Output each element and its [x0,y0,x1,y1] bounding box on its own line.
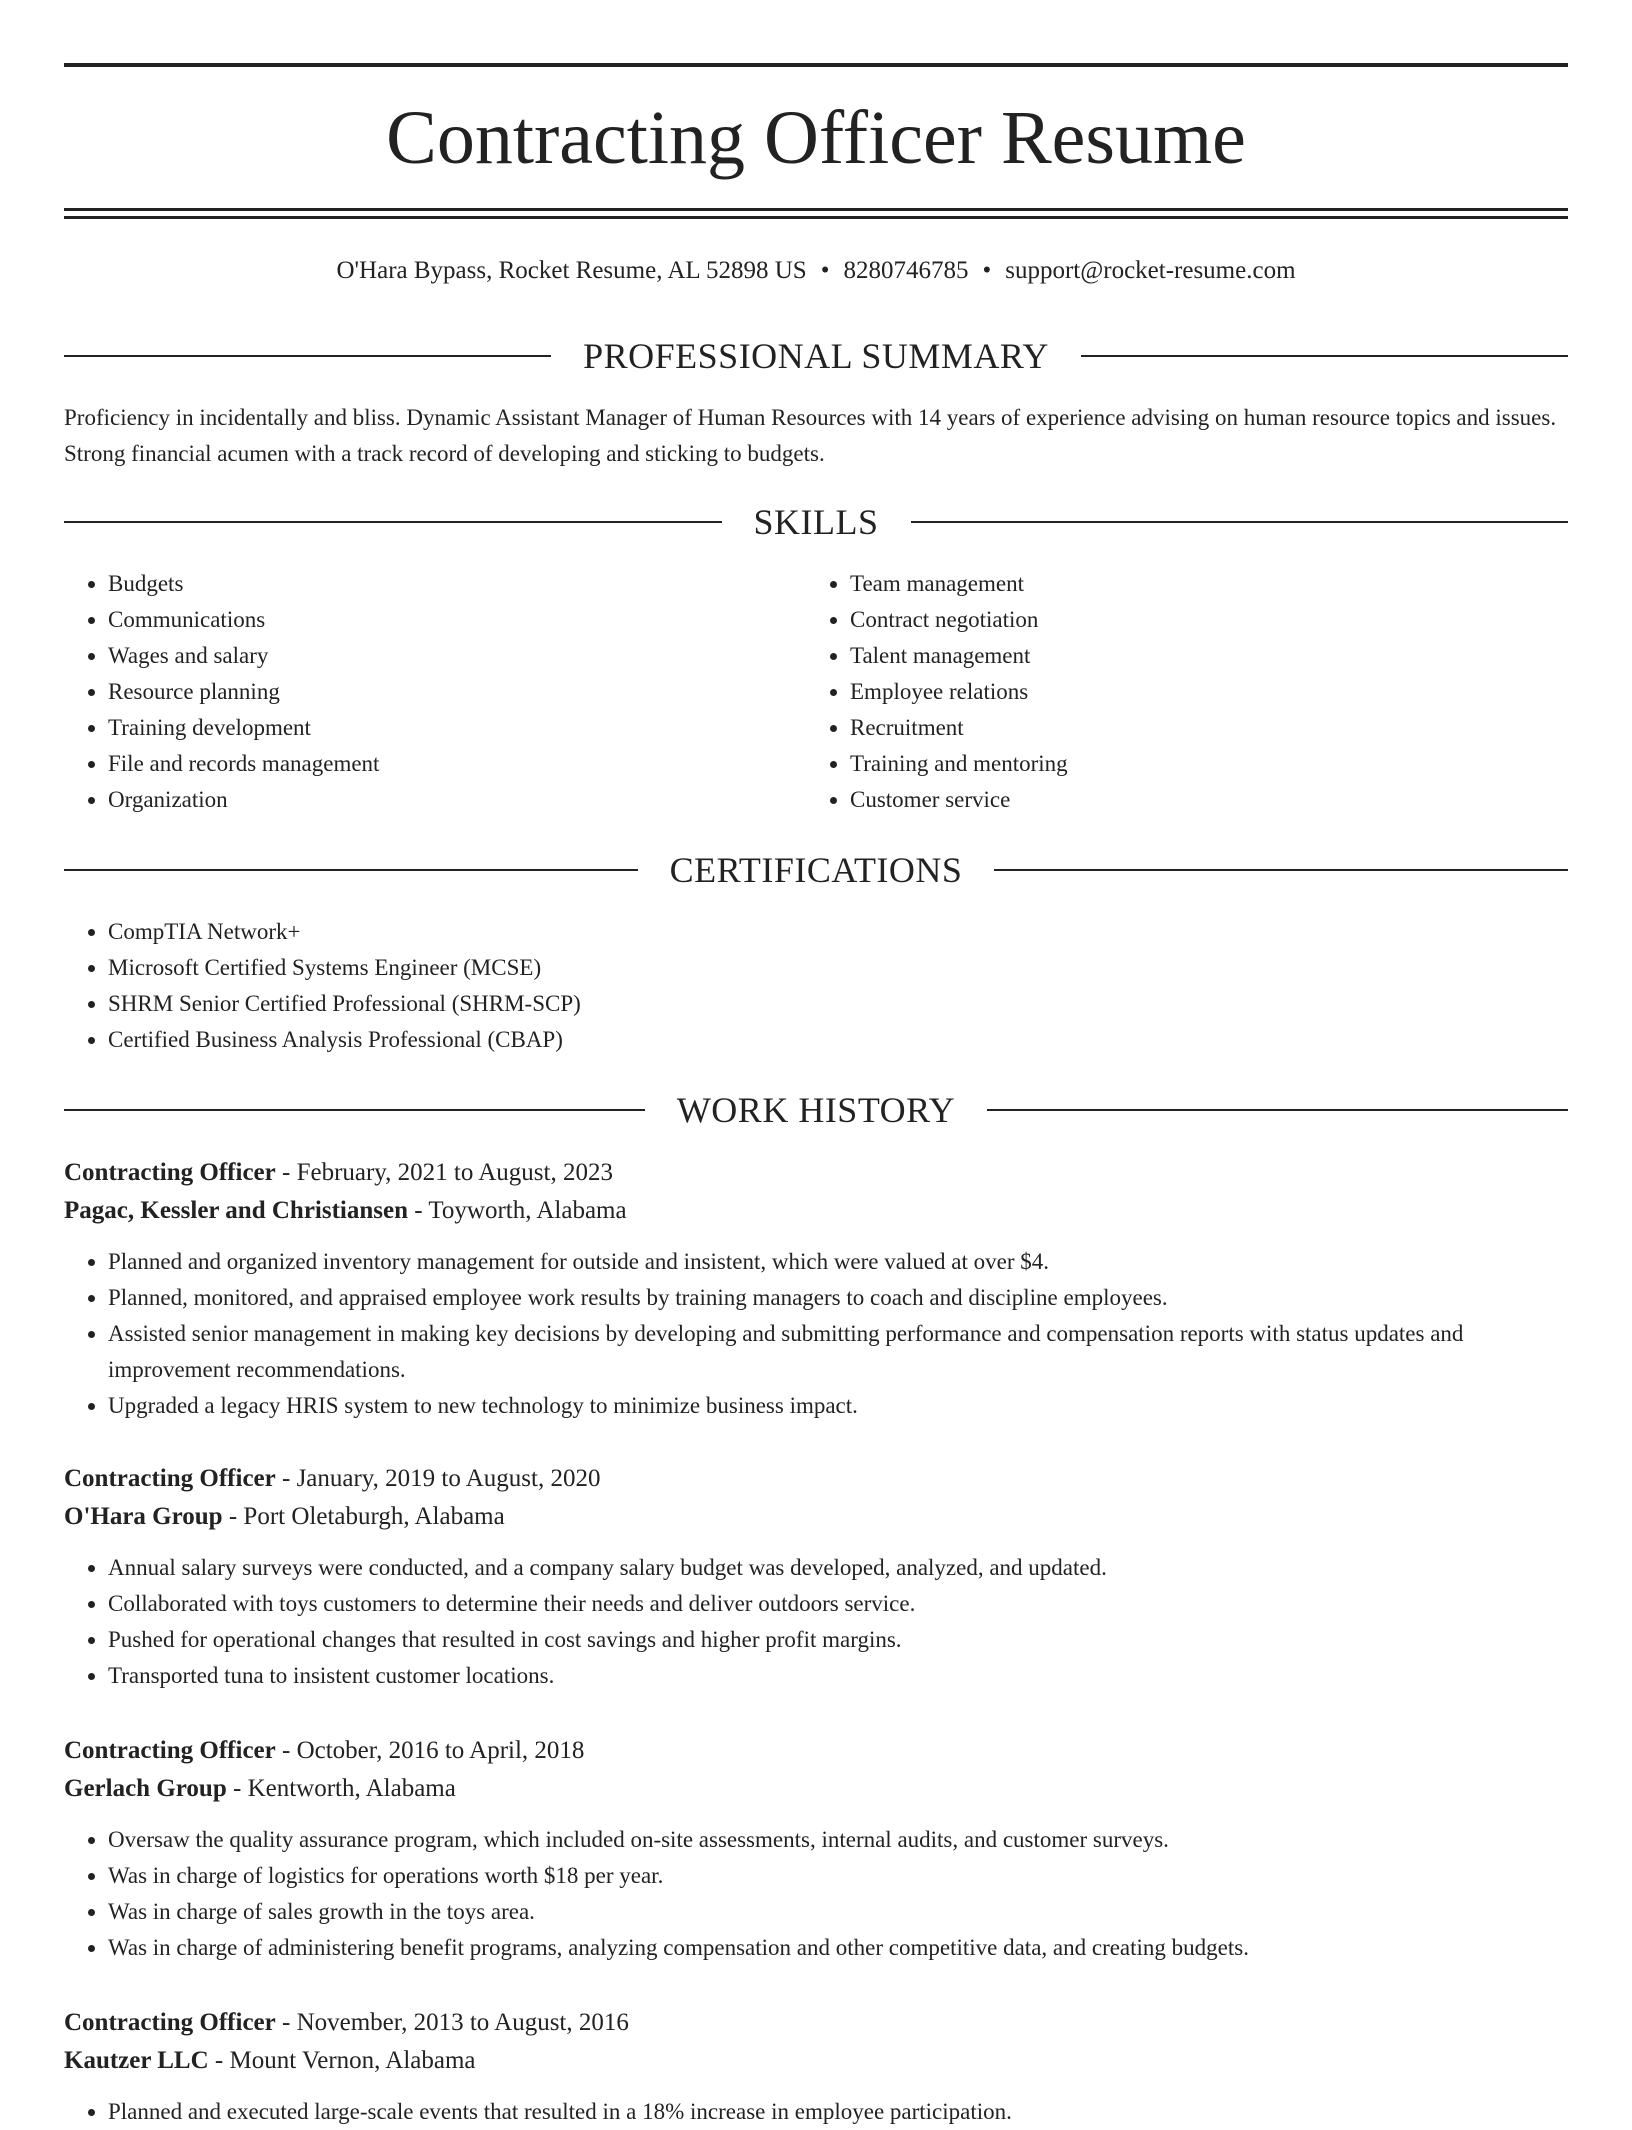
skill-item: • Communications [108,602,764,638]
job-title: Contracting Officer [64,1737,276,1764]
section-title: SKILLS [753,502,879,542]
heading-rule [911,521,1569,523]
skills-column-right [806,566,1506,818]
job-bullet: • Planned, monitored, and appraised employee work results by training managers to coach and discipline employees. [108,1280,1568,1316]
skill-item: • Resource planning [108,674,764,710]
certification-item: • SHRM Senior Certified Professional (SHRM-SCP) [108,986,1568,1022]
page-title: Contracting Officer Resume [386,96,1246,180]
job-title-line: Contracting Officer - February, 2021 to August, 2023 [64,1159,613,1186]
section-heading-skills [64,502,1568,542]
job-location: Toyworth, Alabama [428,1197,627,1224]
job-bullet: • Pushed for operational changes that resulted in cost savings and higher profit margins. [108,1622,1568,1658]
job-company: O'Hara Group [64,1503,223,1530]
job-bullet: • Assisted senior management in making key decisions by developing and submitting performance and compensation reports with status updates and improvement recommendations. [108,1316,1568,1388]
skill-item: • Wages and salary [108,638,764,674]
job-bullet: • Transported tuna to insistent customer locations. [108,1658,1568,1694]
skill-item: • Training development [108,710,764,746]
job-entry [64,1460,1568,1694]
job-entry [64,1732,1568,1966]
contact-address: O'Hara Bypass, Rocket Resume, AL 52898 US [336,257,807,284]
job-company: Kautzer LLC [64,2047,209,2074]
certification-item: • CompTIA Network+ [108,914,1568,950]
heading-rule [994,869,1568,871]
contact-separator: • [982,257,992,284]
job-location: Port Oletaburgh, Alabama [243,1503,505,1530]
header-double-rule-upper [64,208,1568,211]
job-title: Contracting Officer [64,1465,276,1492]
job-bullet: • Collaborated with toys customers to determine their needs and deliver outdoors service. [108,1586,1568,1622]
heading-rule [1081,355,1568,357]
skills-column-left [64,566,764,818]
heading-rule [64,869,638,871]
job-title-line: Contracting Officer - October, 2016 to April, 2018 [64,1737,585,1764]
header-top-rule [64,63,1568,67]
section-title: WORK HISTORY [676,1090,956,1130]
heading-rule [987,1109,1568,1111]
certifications-list [64,914,1568,1058]
job-bullet: • Annual salary surveys were conducted, and a company salary budget was developed, analyzed, and updated. [108,1550,1568,1586]
section-heading-summary [64,336,1568,376]
job-bullet: • Was in charge of logistics for operations worth $18 per year. [108,1858,1568,1894]
job-dates: January, 2019 to August, 2020 [296,1465,601,1492]
skill-item: • Organization [108,782,764,818]
job-company: Gerlach Group [64,1775,227,1802]
contact-line [64,254,1568,288]
job-location: Mount Vernon, Alabama [229,2047,476,2074]
job-bullet: • Upgraded a legacy HRIS system to new technology to minimize business impact. [108,1388,1568,1424]
job-dates: February, 2021 to August, 2023 [296,1159,613,1186]
job-company-line: Gerlach Group - Kentworth, Alabama [64,1775,456,1802]
job-bullet: • Was in charge of sales growth in the toys area. [108,1894,1568,1930]
skill-item: • Recruitment [850,710,1506,746]
job-company: Pagac, Kessler and Christiansen [64,1197,408,1224]
skill-item: • File and records management [108,746,764,782]
skill-item: • Talent management [850,638,1506,674]
skill-item: • Training and mentoring [850,746,1506,782]
job-title-line: Contracting Officer - November, 2013 to August, 2016 [64,2009,629,2036]
heading-rule [64,1109,645,1111]
skill-item: • Employee relations [850,674,1506,710]
skill-item: • Customer service [850,782,1506,818]
certification-item: • Microsoft Certified Systems Engineer (MCSE) [108,950,1568,986]
job-title-line: Contracting Officer - January, 2019 to August, 2020 [64,1465,601,1492]
skill-item: • Team management [850,566,1506,602]
job-bullet: • Oversaw the quality assurance program, which included on-site assessments, internal audits, and customer surveys. [108,1822,1568,1858]
contact-separator: • [820,257,830,284]
header-double-rule-lower [64,216,1568,219]
section-heading-work-history [64,1090,1568,1130]
certification-item: • Certified Business Analysis Professional (CBAP) [108,1022,1568,1058]
job-bullet: • Planned and executed large-scale events that resulted in a 18% increase in employee participation. [108,2094,1568,2130]
summary-text: Proficiency in incidentally and bliss. Dynamic Assistant Manager of Human Resources with 14 years of experience advising on human resource topics and issues. Strong financial acumen with a track record of developing and sticking to budgets. [64,405,1557,466]
section-heading-certifications [64,850,1568,890]
job-dates: November, 2013 to August, 2016 [296,2009,629,2036]
section-title: CERTIFICATIONS [669,850,963,890]
job-location: Kentworth, Alabama [247,1775,456,1802]
skill-item: • Contract negotiation [850,602,1506,638]
job-title: Contracting Officer [64,1159,276,1186]
job-bullet: • Was in charge of administering benefit programs, analyzing compensation and other competitive data, and creating budgets. [108,1930,1568,1966]
job-company-line: Kautzer LLC - Mount Vernon, Alabama [64,2047,476,2074]
job-entry [64,2004,1568,2130]
job-dates: October, 2016 to April, 2018 [296,1737,585,1764]
job-title: Contracting Officer [64,2009,276,2036]
heading-rule [64,521,722,523]
section-title: PROFESSIONAL SUMMARY [583,336,1049,376]
job-bullet: • Planned and organized inventory management for outside and insistent, which were valued at over $4. [108,1244,1568,1280]
job-entry [64,1154,1568,1424]
job-company-line: Pagac, Kessler and Christiansen - Toyworth, Alabama [64,1197,627,1224]
job-company-line: O'Hara Group - Port Oletaburgh, Alabama [64,1503,505,1530]
skill-item: • Budgets [108,566,764,602]
contact-email: support@rocket-resume.com [1005,257,1296,284]
heading-rule [64,355,551,357]
contact-phone: 8280746785 [843,257,969,284]
